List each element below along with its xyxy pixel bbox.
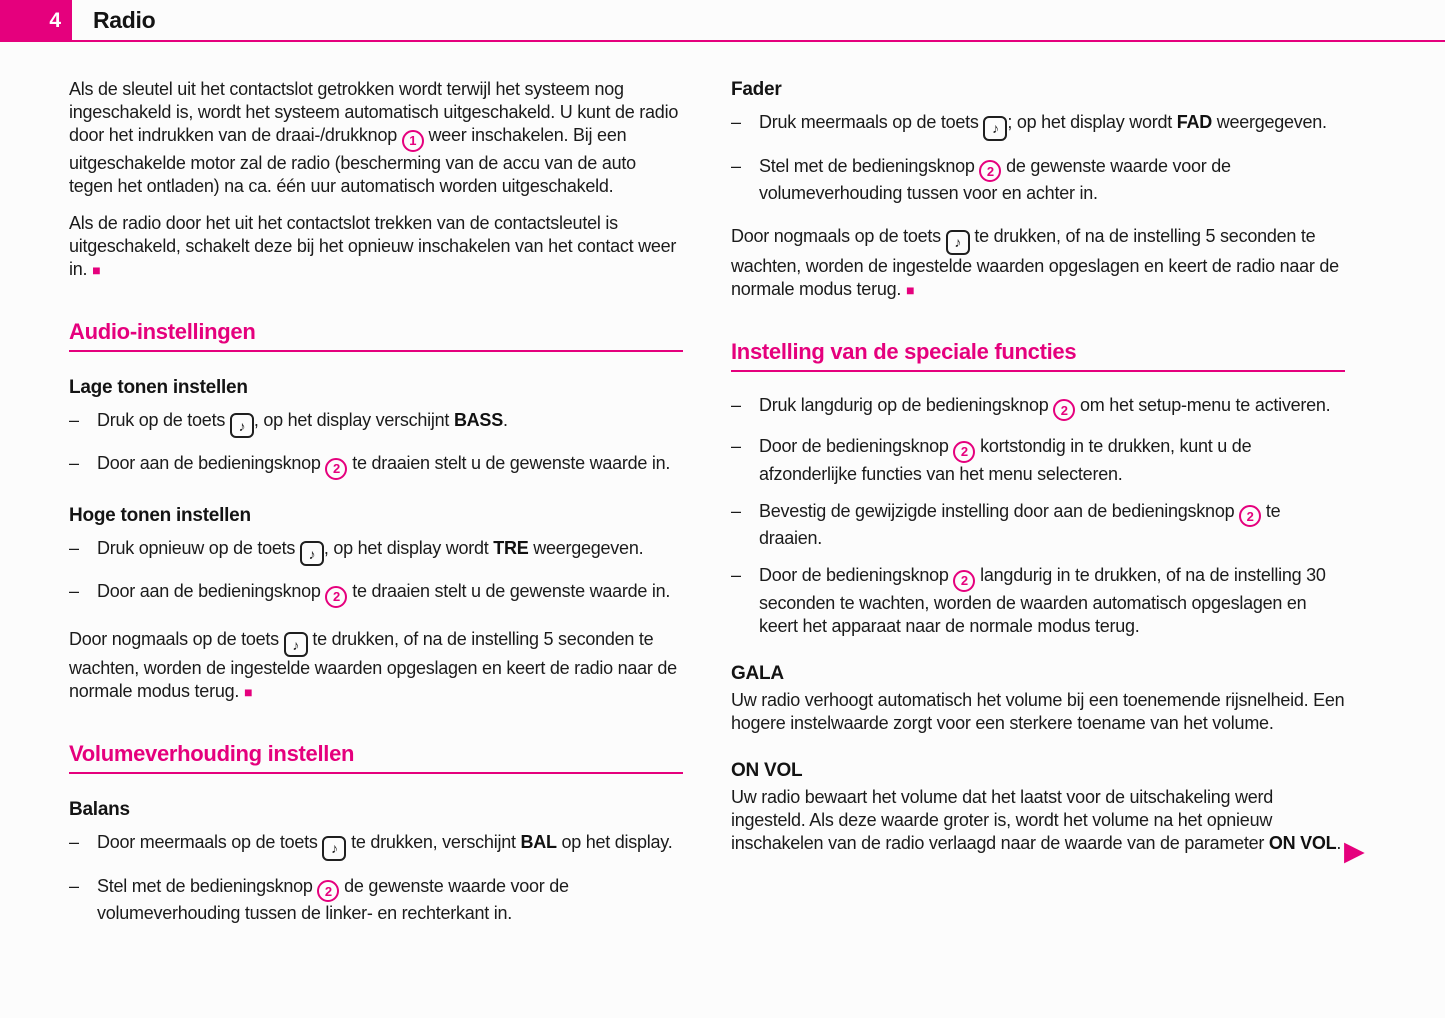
text-run: te draaien stelt u de gewenste waarde in. xyxy=(347,581,671,601)
music-note-icon: ♪ xyxy=(308,545,316,562)
text-run: Bevestig de gewijzigde instelling door aan de bedieningsknop xyxy=(759,500,1240,521)
list-item-text xyxy=(97,875,683,926)
text-run: Druk meermaals op de toets xyxy=(759,112,984,132)
text-run: Druk langdurig op de bedieningsknop xyxy=(759,394,1054,415)
text-run: . xyxy=(502,409,508,430)
knob-2-ref: 2 xyxy=(325,586,347,608)
sound-settings-button-icon xyxy=(983,116,1007,141)
text-run: Stel met de bedieningsknop xyxy=(759,155,980,176)
display-value: FAD xyxy=(1176,112,1212,132)
text-run: . xyxy=(1336,832,1342,853)
bullet-dash: – xyxy=(69,409,79,430)
list-item xyxy=(731,394,1345,422)
text-run: Uw radio bewaart het volume dat het laatst voor de uitschakeling werd ingesteld. Als deze waarde groter is, wordt het volume na het opnieuw inschakelen van de radio verlaagd naar de waarde van de parameter xyxy=(731,786,1274,853)
section-end-marker: ■ xyxy=(244,684,253,700)
bullet-dash: – xyxy=(731,394,741,415)
display-value: BAL xyxy=(520,832,557,852)
text-run: te draaien stelt u de gewenste waarde in. xyxy=(347,453,671,473)
text-run: Uw radio verhoogt automatisch het volume bij een toenemende rijsnelheid. Een hogere instelwaarde zorgt voor een sterkere toename van het volume. xyxy=(731,689,1345,733)
bullet-dash: – xyxy=(69,537,79,558)
text-run: , op het display wordt xyxy=(323,537,494,558)
bullet-dash: – xyxy=(69,875,79,896)
subheading-on-vol: ON VOL xyxy=(731,759,803,781)
text-run: te draaien. xyxy=(759,500,1281,548)
text-run: langdurig in te drukken, of na de instelling 30 seconden te wachten, worden de waarden automatisch opgeslagen en keert het apparaat naar de normale modus terug. xyxy=(759,565,1326,636)
text-run: Druk op de toets xyxy=(97,409,230,430)
text-run: Door de bedieningsknop xyxy=(759,436,954,456)
bullet-dash: – xyxy=(69,832,79,852)
text-run: om het setup-menu te activeren. xyxy=(1075,394,1331,415)
section-end-marker: ■ xyxy=(92,261,101,278)
subheading-lage-tonen: Lage tonen instellen xyxy=(69,376,248,398)
heading-audio-instellingen: Audio-instellingen xyxy=(69,320,683,352)
bullet-dash: – xyxy=(731,155,741,176)
list-item xyxy=(69,537,683,567)
heading-volumeverhouding: Volumeverhouding instellen xyxy=(69,742,683,774)
music-note-icon: ♪ xyxy=(991,120,999,136)
list-item xyxy=(69,875,683,926)
knob-1-ref: 1 xyxy=(402,130,424,152)
text-run: Druk opnieuw op de toets xyxy=(97,537,300,558)
sound-settings-button-icon xyxy=(230,413,254,438)
list-item-text xyxy=(97,831,683,861)
knob-2-ref: 2 xyxy=(953,570,975,592)
list-item-text xyxy=(759,564,1345,638)
list-item xyxy=(69,831,683,861)
bullet-dash: – xyxy=(69,581,79,601)
subheading-fader: Fader xyxy=(731,79,782,100)
content-columns xyxy=(0,42,1445,939)
subheading-balans: Balans xyxy=(69,799,130,820)
heading-speciale-functies: Instelling van de speciale functies xyxy=(731,340,1345,372)
on-vol-paragraph xyxy=(731,786,1345,855)
subheading-gala: GALA xyxy=(731,662,784,684)
page-number: 4 xyxy=(49,9,61,32)
list-item xyxy=(69,580,683,608)
list-item-text xyxy=(97,452,683,480)
sound-settings-button-icon xyxy=(946,230,970,255)
music-note-icon: ♪ xyxy=(954,234,962,250)
bullet-dash: – xyxy=(731,436,741,456)
page-continues-arrow-icon: ▶ xyxy=(1344,836,1365,866)
intro-paragraph-1 xyxy=(69,78,683,198)
page-number-box xyxy=(0,0,72,42)
bullet-dash: – xyxy=(69,453,79,473)
list-item-text xyxy=(97,537,683,567)
text-run: Door de bedieningsknop xyxy=(759,565,954,585)
text-run: kortstondig in te drukken, kunt u de afzonderlijke functies van het menu selecteren. xyxy=(759,436,1252,484)
text-run: weergegeven. xyxy=(528,537,644,558)
text-run: te drukken, verschijnt xyxy=(346,832,521,852)
intro-paragraph-2 xyxy=(69,212,683,282)
list-item-text xyxy=(759,435,1345,486)
audio-note-paragraph xyxy=(69,628,683,705)
gala-paragraph xyxy=(731,689,1345,735)
page-title: Radio xyxy=(93,7,156,33)
text-run: de gewenste waarde voor de volumeverhouding tussen de linker- en rechterkant in. xyxy=(97,875,569,923)
text-run: te drukken, of na de instelling 5 seconden te wachten, worden de ingestelde waarden opgeslagen en keert de radio naar de normale modus terug. xyxy=(69,628,677,701)
music-note-icon: ♪ xyxy=(331,840,338,856)
bullet-dash: – xyxy=(731,565,741,585)
knob-2-ref: 2 xyxy=(953,441,975,463)
display-value: TRE xyxy=(493,537,529,558)
list-item xyxy=(731,500,1345,551)
fader-note-paragraph xyxy=(731,225,1345,302)
text-run: , op het display verschijnt xyxy=(253,409,454,430)
text-run: weergegeven. xyxy=(1211,112,1327,132)
knob-2-ref: 2 xyxy=(1053,399,1075,421)
page-header xyxy=(0,0,1445,42)
text-run: Door meermaals op de toets xyxy=(97,832,323,852)
text-run: Door aan de bedieningsknop xyxy=(97,453,326,473)
list-item xyxy=(731,435,1345,486)
section-end-marker: ■ xyxy=(906,281,915,298)
list-item-text xyxy=(759,155,1345,206)
list-item xyxy=(69,452,683,480)
right-column xyxy=(731,78,1345,939)
music-note-icon: ♪ xyxy=(238,417,246,434)
list-item xyxy=(69,409,683,439)
text-run: Door nogmaals op de toets xyxy=(69,628,284,649)
text-run: de gewenste waarde voor de volumeverhouding tussen voor en achter in. xyxy=(759,155,1231,203)
text-run: Stel met de bedieningsknop xyxy=(97,875,318,896)
bullet-dash: – xyxy=(731,112,741,132)
sound-settings-button-icon xyxy=(300,541,324,566)
list-item-text xyxy=(759,111,1345,141)
display-value: BASS xyxy=(453,409,503,430)
list-item-text xyxy=(97,409,683,439)
list-item-text xyxy=(759,500,1345,551)
subheading-hoge-tonen: Hoge tonen instellen xyxy=(69,504,251,526)
list-item-text xyxy=(97,580,683,608)
text-run: Door aan de bedieningsknop xyxy=(97,581,326,601)
bullet-dash: – xyxy=(731,500,741,521)
text-run: op het display. xyxy=(556,832,673,852)
list-item-text xyxy=(759,394,1345,422)
display-value: ON VOL xyxy=(1268,832,1337,853)
knob-2-ref: 2 xyxy=(317,880,339,902)
text-run: weer inschakelen. Bij een uitgeschakelde motor zal de radio (bescherming van de accu van de auto tegen het ontladen) na ca. één uur automatisch worden uitgeschakeld. xyxy=(69,125,636,196)
left-column xyxy=(69,78,683,939)
text-run: Door nogmaals op de toets xyxy=(731,226,946,246)
text-run: te drukken, of na de instelling 5 seconden te wachten, worden de ingestelde waarden opgeslagen en keert de radio naar de normale modus terug. xyxy=(731,226,1339,299)
sound-settings-button-icon xyxy=(284,632,308,657)
list-item xyxy=(731,155,1345,206)
list-item xyxy=(731,564,1345,638)
text-run: ; op het display wordt xyxy=(1007,112,1177,132)
music-note-icon: ♪ xyxy=(292,636,300,653)
list-item xyxy=(731,111,1345,141)
knob-2-ref: 2 xyxy=(979,160,1001,182)
text-run: Als de sleutel uit het contactslot getrokken wordt terwijl het systeem nog ingeschakeld is, wordt het systeem automatisch uitgeschakeld. U kunt de radio door het indrukken van de draai-/drukknop xyxy=(69,79,679,145)
knob-2-ref: 2 xyxy=(1239,505,1261,527)
knob-2-ref: 2 xyxy=(325,458,347,480)
text-run: Als de radio door het uit het contactslot trekken van de contactsleutel is uitgeschakeld, schakelt deze bij het opnieuw inschakelen van het contact weer in. xyxy=(69,212,677,279)
sound-settings-button-icon xyxy=(322,836,346,861)
